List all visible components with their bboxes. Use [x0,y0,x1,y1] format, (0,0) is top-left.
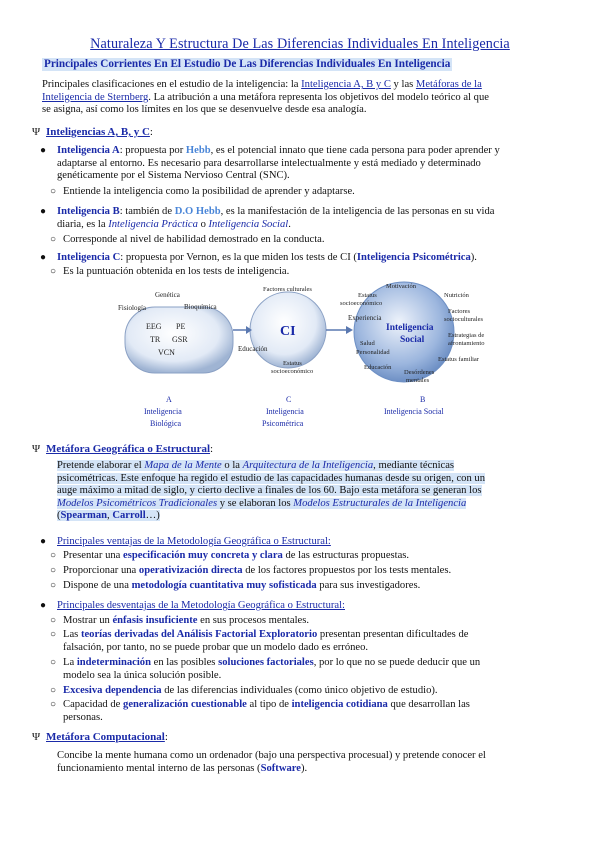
text: Capacidad de [63,699,124,710]
sub-item-b: Corresponde al nivel de habilidad demostrado en la conducta. [63,234,325,245]
arrow-head-icon [346,326,353,334]
psi-icon: Ψ [32,731,41,743]
text: …) [145,510,160,522]
label-b-socioeconomico: socioeconómico [340,300,383,307]
colon: : [164,731,168,743]
text: : también de [119,206,175,217]
label-b-estatus-familiar: Estatus familiar [438,356,479,363]
text: presentan presentan dificultades de [317,629,469,640]
text: o [197,218,209,230]
link-desventajas[interactable]: Principales desventajas de la Metodología Geográfica o Estructural: [57,600,345,611]
emphasis: inteligencia cotidiana [291,699,388,710]
circle-bullet-icon: ○ [50,234,57,245]
text: y se elaboran los [217,497,294,509]
text: Las [63,629,81,640]
link-metaforas[interactable]: Metáforas de la [415,79,482,90]
author-carroll: Carroll [112,510,146,522]
emphasis: generalización cuestionable [123,699,247,710]
label-inteligencia-a: Inteligencia A [57,145,120,156]
text: , es el potencial innato que tiene cada persona para poder aprender y [210,145,500,156]
term-modelos-tradicionales: Modelos Psicométricos Tradicionales [57,497,218,509]
label-a-pe: PE [176,322,186,331]
text: de las diferencias individuales (como único objetivo de estudio). [161,685,438,696]
term-arquitectura: Arquitectura de la Inteligencia [242,460,374,471]
text: Presentar una [63,550,124,561]
text: ( [57,510,61,522]
intro-text: se asigna, así como los límites en los que se desenvuelve desde esa analogía. [42,104,367,116]
label-a-tr: TR [150,335,161,344]
label-b-center-1: Inteligencia [386,323,434,333]
text: : propuesta por [119,145,186,156]
text: en las posibles [150,657,219,668]
text: adaptarse al entorno. Es necesario para desarrollarse intelectualmente y está mediado y determinado [57,157,481,169]
text: , mediante técnicas [373,460,455,471]
emphasis: metodología cuantitativa muy sofisticada [131,580,317,591]
label-a-fisiologia: Fisiología [118,304,147,312]
circle-bullet-icon: ○ [50,186,57,197]
label-b-estatus: Estatus [358,292,377,299]
item-inteligencia-c [57,252,557,265]
text: para sus investigadores. [316,580,421,591]
text: en sus procesos mentales. [197,615,309,626]
author-spearman: Spearman [60,510,108,522]
label-b-salud: Salud [360,340,375,347]
label-c-educacion: Educación [238,345,268,353]
term-practica: Inteligencia Práctica [108,218,198,230]
label-a-bioquimica: Bioquímica [184,303,217,311]
text: Mostrar un [63,615,113,626]
label-b-desordenes: Desórdenes [404,369,435,376]
text: : propuesta por Vernon, es la que miden los tests de CI ( [120,252,357,263]
psi-icon: Ψ [32,126,41,138]
bullet-icon: ● [40,206,47,217]
intro-text: Principales clasificaciones en el estudio de la inteligencia: la [42,79,302,90]
intro-text: y las [390,79,416,90]
label-c-estatus: Estatus [283,360,302,367]
text: , por lo que no se puede deducir que un [313,657,481,668]
term-modelos-estructurales: Modelos Estructurales de la Inteligencia [293,497,467,509]
text: , es la manifestación de la inteligencia de las personas en su vida [220,206,495,217]
label-c-ci: CI [280,324,296,339]
caption-a-letter: A [166,395,172,404]
section-metafora-geografica [32,443,213,456]
text: falsación, por tanto, no se puede probar que un modelo dado es erróneo. [63,641,369,653]
intelligence-abc-diagram [108,280,548,440]
geografica-paragraph [57,460,557,523]
text: psicométricas. Este enfoque ha regido el estudio de las capacidades humanas desde su origen, con un [57,472,486,484]
emphasis: teorías derivadas del Análisis Factorial Exploratorio [80,629,318,640]
term-mapa-mente: Mapa de la Mente [144,460,222,471]
intro-paragraph [42,79,562,117]
psi-icon: Ψ [32,443,41,455]
link-ventajas[interactable]: Principales ventajas de la Metodología Geográfica o Estructural: [57,536,331,547]
label-a-genetica: Genética [155,291,180,299]
text: que desarrollan las [387,699,470,710]
author-hebb: Hebb [185,145,211,156]
text: ). [300,762,308,774]
label-a-vcn: VCN [158,348,175,357]
label-b-center-2: Social [400,335,425,345]
item-inteligencia-a [57,145,557,183]
text: ). [470,252,477,263]
text: personas. [63,711,103,723]
label-b-experiencia: Experiencia [348,314,382,322]
label-b-socioculturales: socioculturales [444,316,483,323]
caption-b-name: Inteligencia Social [384,407,444,416]
text: Pretende elaborar el [57,460,145,471]
emphasis: operativización directa [138,565,243,576]
label-c-socioeconomico: socioeconómico [271,368,314,375]
circle-bullet-icon: ○ [50,699,57,710]
label-b-personalidad: Personalidad [356,349,390,356]
label-b-educacion: Educación [364,364,392,371]
emphasis: especificación muy concreta y clara [123,550,283,561]
text: o la [221,460,243,471]
label-inteligencia-b: Inteligencia B [57,206,120,217]
caption-c-name2: Psicométrica [262,419,304,428]
desventaja-4 [63,685,438,698]
caption-a-name1: Inteligencia [144,407,182,416]
text: al tipo de [246,699,292,710]
computacional-paragraph [57,750,557,775]
caption-b-letter: B [420,395,426,404]
colon: : [210,443,214,455]
desventajas-title [57,600,345,613]
sub-item-a: Entiende la inteligencia como la posibilidad de aprender y adaptarse. [63,186,355,197]
section-metafora-computacional [32,731,168,744]
text: modelo sea la única solución posible. [63,669,222,681]
term-software: Software [260,762,301,774]
emphasis: indeterminación [76,657,151,668]
text: Dispone de una [63,580,132,591]
text: genéticamente por el Sistema Nervioso Central (SNC). [57,170,290,182]
text: . [288,218,291,230]
term-psicometrica: Inteligencia Psicométrica [356,252,471,263]
label-b-motivacion: Motivación [386,283,416,290]
circle-bullet-icon: ○ [50,629,57,640]
circle-bullet-icon: ○ [50,550,57,561]
section-heading-geografica[interactable]: Metáfora Geográfica o Estructural [46,443,211,455]
caption-c-name1: Inteligencia [266,407,304,416]
emphasis: soluciones factoriales [218,657,314,668]
link-metaforas-sternberg[interactable]: Inteligencia de Sternberg [42,91,149,103]
term-social: Inteligencia Social [208,218,289,230]
colon: : [149,126,153,138]
desventaja-3 [63,657,563,682]
text: funcionamiento mental interno de las personas ( [57,762,261,774]
ventaja-2 [63,565,451,578]
bullet-icon: ● [40,536,47,547]
desventaja-1 [63,615,309,628]
section-inteligencias-abc [32,126,153,139]
label-b-afrontamiento: afrontamiento [448,340,485,347]
label-b-estrategias: Estrategias de [448,332,485,339]
section-heading-computacional[interactable]: Metáfora Computacional [46,731,165,743]
page-title: Naturaleza Y Estructura De Las Diferencias Individuales En Inteligencia [90,36,510,52]
circle-bullet-icon: ○ [50,657,57,668]
caption-a-name2: Biológica [150,419,182,428]
label-a-gsr: GSR [172,335,188,344]
label-a-eeg: EEG [146,322,162,331]
caption-c-letter: C [286,395,292,404]
section-heading-abc[interactable]: Inteligencias A, B, y C [46,126,150,138]
emphasis: énfasis insuficiente [112,615,198,626]
text: La [63,657,77,668]
item-inteligencia-b [57,206,557,231]
label-c-factores: Factores culturales [263,286,312,293]
text: de las estructuras propuestas. [282,550,410,561]
intro-text: . La atribución a una metáfora representa los objetivos del modelo teórico al que [148,91,489,103]
circle-bullet-icon: ○ [50,580,57,591]
circle-bullet-icon: ○ [50,615,57,626]
label-b-factores: Factores [448,308,471,315]
sub-item-c: Es la puntuación obtenida en los tests de inteligencia. [63,266,290,277]
bullet-icon: ● [40,145,47,156]
section-subtitle: Principales Corrientes En El Estudio De Las Diferencias Individuales En Inteligencia [44,58,451,70]
text: Proporcionar una [63,565,139,576]
ventaja-3 [63,580,420,593]
text: Concibe la mente humana como un ordenador (bajo una perspectiva procesual) y pretende conocer el [57,750,486,761]
text: de los factores propuestos por los tests mentales. [242,565,452,576]
author-do-hebb: D.O Hebb [174,206,221,217]
label-inteligencia-c: Inteligencia C [57,252,121,263]
text: auge máximo a mitad de siglo, y cierto declive a finales de los 60. Bajo esta metáfora se generan los [57,485,482,497]
ventaja-1 [63,550,409,563]
circle-bullet-icon: ○ [50,565,57,576]
desventaja-5 [63,699,563,724]
text: , [107,510,113,522]
link-inteligencia-abc[interactable]: Inteligencia A, B y C [301,79,391,90]
emphasis: Excesiva dependencia [63,685,162,696]
circle-bullet-icon: ○ [50,266,57,277]
ventajas-title [57,536,331,549]
circle-bullet-icon: ○ [50,685,57,696]
text: diaria, es la [57,218,109,230]
desventaja-2 [63,629,563,654]
label-b-nutricion: Nutrición [444,292,469,299]
bullet-icon: ● [40,252,47,263]
label-b-mentales: mentales [406,377,430,384]
bullet-icon: ● [40,600,47,611]
